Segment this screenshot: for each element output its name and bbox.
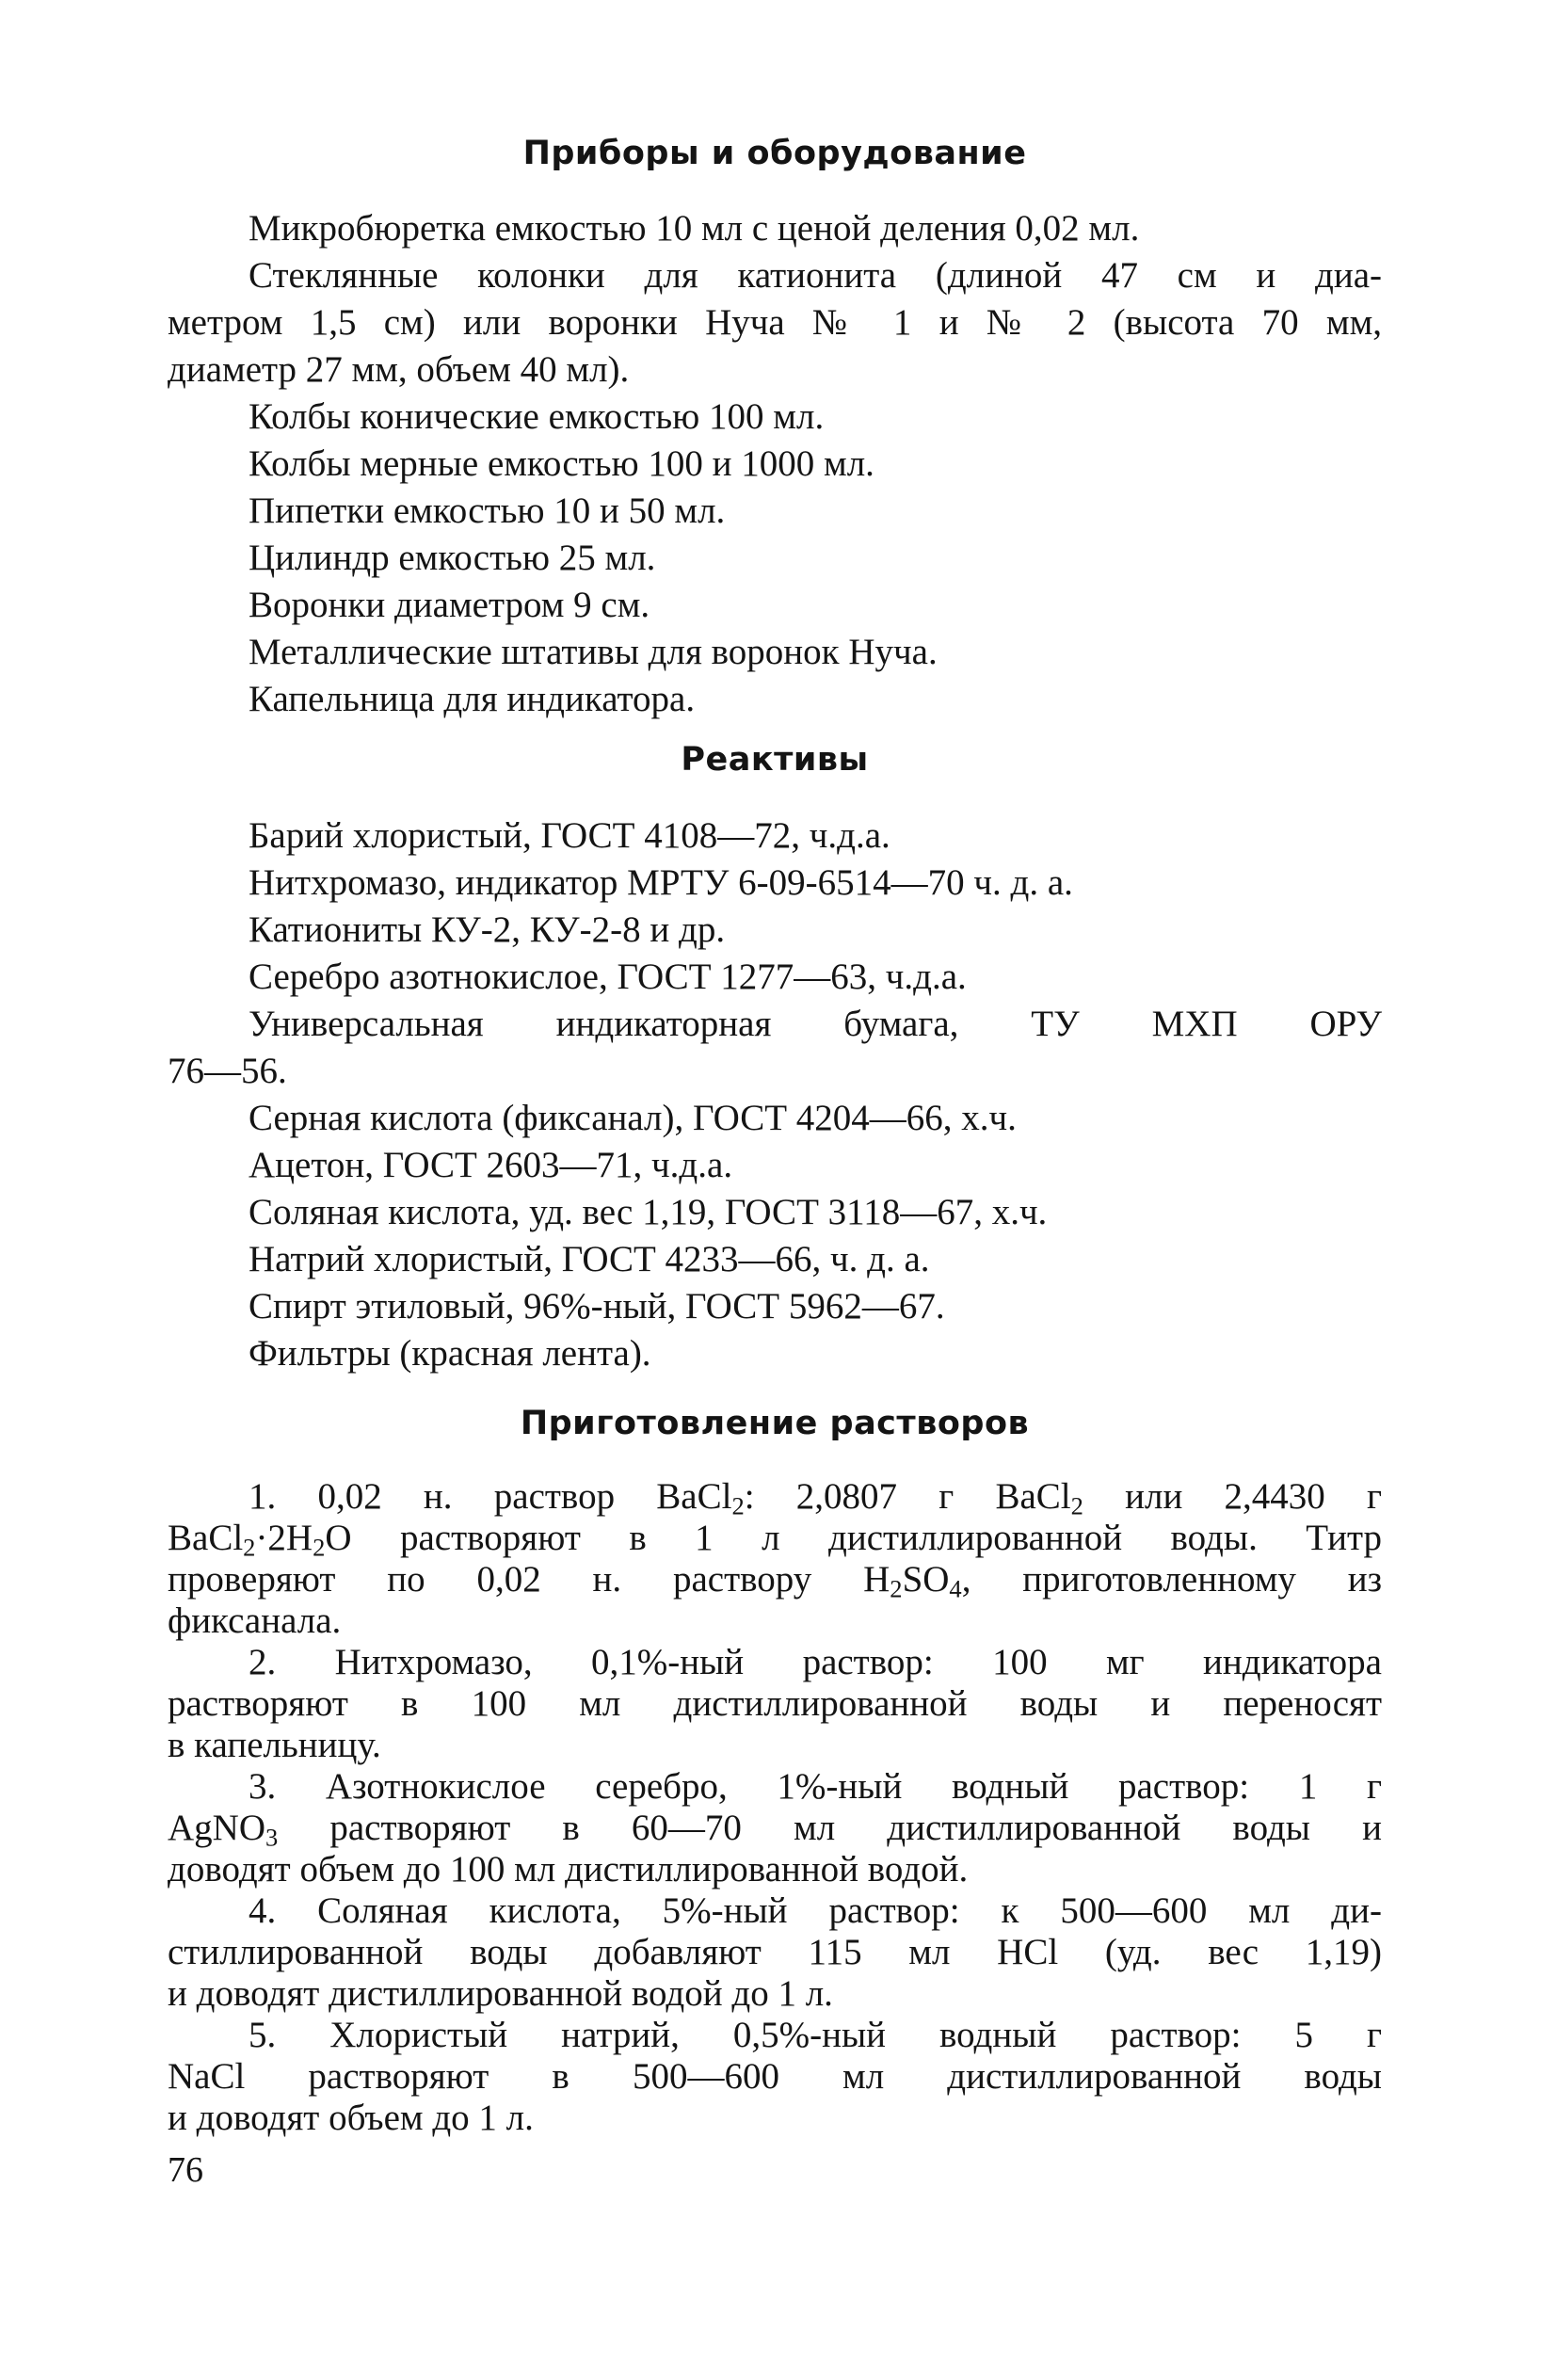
reagent-item: Серебро азотнокислое, ГОСТ 1277—63, ч.д.а. [249,957,967,997]
reagents-section [168,736,1382,783]
equipment-item: Колбы конические емкостью 100 мл. [249,396,825,437]
solution-1-line: $BaCl_2\cdot 2H_2O$ растворяют в 1 л дистиллированной воды. Титр [168,1518,1382,1562]
page-number: 76 [168,2150,203,2190]
reagent-item: Фильтры (красная лента). [249,1333,651,1374]
reagents-heading: Реактивы [681,741,869,779]
solution-1-line: фиксанала. [168,1600,342,1641]
reagent-item: Соляная кислота, уд. вес 1,19, ГОСТ 3118—67, х.ч. [249,1192,1048,1232]
equipment-item: Капельница для индикатора. [249,679,696,719]
solution-4-line: и доводят дистиллированной водой до 1 л. [168,1973,833,2014]
solution-1-line: проверяют по 0,02 н. раствору $H_2SO_4$, приготовленному из [168,1559,1382,1603]
equipment-item: Микробюретка емкостью 10 мл с ценой деления 0,02 мл. [249,208,1140,249]
reagent-item-cont: 76—56. [168,1051,287,1091]
equipment-item: Пипетки емкостью 10 и 50 мл. [249,490,726,531]
equipment-heading: Приборы и оборудование [522,135,1027,172]
equipment-columns-line: Стеклянные колонки для катионита (длиной 47 см и диа- [249,255,1382,296]
reagent-item: Спирт этиловый, 96%-ный, ГОСТ 5962—67. [249,1286,945,1327]
reagent-item: Барий хлористый, ГОСТ 4108—72, ч.д.а. [249,815,890,856]
solutions-heading: Приготовление растворов [520,1405,1030,1442]
reagent-item: Универсальная индикаторная бумага, ТУ МХП ОРУ [249,1004,1382,1044]
solution-3-line: доводят объем до 100 мл дистиллированной водой. [168,1849,969,1890]
solution-4-line: стиллированной воды добавляют 115 мл HCl (уд. вес 1,19) [168,1932,1382,1972]
equipment-item: Колбы мерные емкостью 100 и 1000 мл. [249,443,874,484]
solutions-list [168,1476,1382,2139]
solutions-section [168,1400,1382,1447]
reagent-item: Катиониты КУ-2, КУ-2-8 и др. [249,909,726,950]
reagent-item: Натрий хлористый, ГОСТ 4233—66, ч. д. а. [249,1239,930,1279]
equipment-columns-line: диаметр 27 мм, объем 40 мл). [168,349,630,390]
reagent-item: Ацетон, ГОСТ 2603—71, ч.д.а. [249,1145,733,1185]
equipment-columns-line: метром 1,5 см) или воронки Нуча № 1 и № 2 (высота 70 мм, [168,302,1382,343]
solution-2-line: растворяют в 100 мл дистиллированной воды и переносят [168,1683,1382,1724]
equipment-list [168,205,1382,723]
reagent-item: Нитхромазо, индикатор МРТУ 6-09-6514—70 ч. д. а. [249,862,1073,903]
solution-2-line: 2. Нитхромазо, 0,1%-ный раствор: 100 мг индикатора [249,1642,1382,1682]
equipment-item: Цилиндр емкостью 25 мл. [249,538,656,578]
equipment-section [168,130,1382,177]
solution-1-line: 1. 0,02 н. раствор BaCl$_2$: 2,0807 г BaCl$_2$ или 2,4430 г [249,1476,1382,1520]
solution-5-line: и доводят объем до 1 л. [168,2098,534,2138]
solution-3-line: 3. Азотнокислое серебро, 1%-ный водный раствор: 1 г [249,1766,1382,1807]
solution-4-line: 4. Соляная кислота, 5%-ный раствор: к 500—600 мл ди- [249,1890,1382,1931]
solution-2-line: в капельницу. [168,1725,381,1765]
equipment-item: Металлические штативы для воронок Нуча. [249,632,938,672]
reagent-item: Серная кислота (фиксанал), ГОСТ 4204—66, х.ч. [249,1098,1017,1138]
solution-5-line: 5. Хлористый натрий, 0,5%-ный водный раствор: 5 г [249,2015,1382,2055]
equipment-item: Воронки диаметром 9 см. [249,585,650,625]
reagents-list [168,812,1382,1377]
solution-3-line: AgNO$_3$ растворяют в 60—70 мл дистиллированной воды и [168,1808,1382,1852]
solution-5-line: NaCl растворяют в 500—600 мл дистиллированной воды [168,2056,1382,2097]
